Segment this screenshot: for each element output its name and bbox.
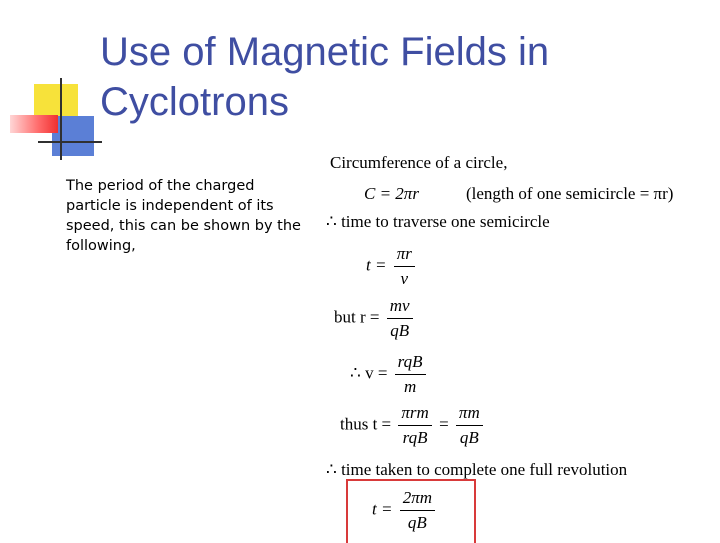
thus-denominator-2: qB [459,428,479,447]
equation-thus-t [340,403,486,448]
t-numerator: πr [394,244,415,267]
decor-red-bar [10,115,58,133]
circumference-eq: C = 2πr [364,184,419,203]
r-denominator: qB [390,321,410,340]
body-text: The period of the charged particle is independent of its speed, this can be shown by the following, [66,178,301,254]
final-fraction [400,488,435,533]
thus-numerator-1: πrm [398,403,431,426]
r-numerator: mv [387,296,413,319]
v-lhs: ∴ v = [350,363,388,383]
v-fraction [395,352,426,397]
v-denominator: m [403,377,417,396]
equation-final-period [372,488,438,533]
decor-horizontal-line [38,141,102,143]
r-lhs: but r = [334,307,380,327]
equation-t [366,244,418,289]
final-denominator: qB [407,513,427,532]
thus-fraction-1 [398,403,431,448]
derivation-line-revolution: ∴ time taken to complete one full revolution [326,460,628,479]
equation-circumference [364,184,419,204]
thus-denominator-1: rqB [402,428,428,447]
v-numerator: rqB [395,352,426,375]
t-fraction [394,244,415,289]
decor-vertical-line [60,78,62,160]
final-lhs: t = [372,499,393,519]
final-numerator: 2πm [400,488,435,511]
decor-blue-square [52,116,94,156]
r-fraction [387,296,413,341]
t-denominator: v [400,269,409,288]
thus-fraction-2 [456,403,483,448]
derivation-line-circumference: Circumference of a circle, [330,153,508,172]
semicircle-note: (length of one semicircle = πr) [466,184,674,203]
derivation-line-semicircle: ∴ time to traverse one semicircle [326,212,550,231]
t-lhs: t = [366,255,387,275]
equation-v [350,352,429,397]
thus-lhs: thus t = [340,414,392,434]
equation-r [334,296,416,341]
thus-equals: = [439,414,449,434]
slide-title: Use of Magnetic Fields in Cyclotrons [100,30,550,124]
thus-numerator-2: πm [456,403,483,426]
